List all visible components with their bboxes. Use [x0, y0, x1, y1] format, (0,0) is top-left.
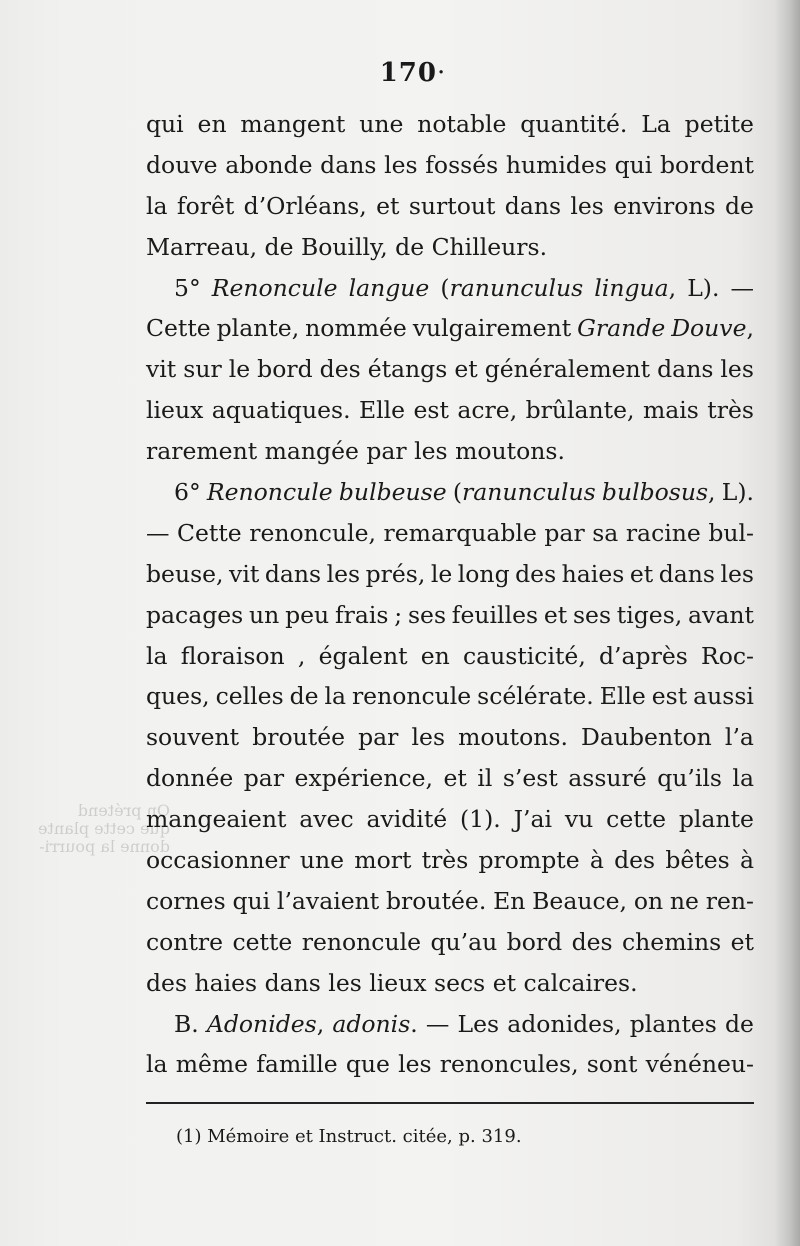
word: une — [299, 846, 345, 875]
word: haies — [561, 559, 625, 588]
word: assuré — [568, 764, 647, 793]
text-line — [146, 676, 754, 717]
word: petite — [684, 110, 754, 138]
word: (ranunculus — [452, 478, 596, 507]
word: des — [515, 559, 557, 588]
word: adonis. — [332, 1009, 418, 1038]
word: bord — [506, 927, 563, 956]
word: donnée — [146, 764, 234, 793]
word: l’avaient — [276, 886, 380, 915]
footnote: (1) Mémoire et Instruct. citée, p. 319. — [176, 1126, 522, 1147]
word: les — [411, 723, 445, 752]
word: bulbosus, — [601, 478, 716, 507]
word: lingua, — [594, 273, 677, 302]
word: B. — [174, 1009, 199, 1038]
word: Elle — [358, 396, 406, 425]
word: vu — [564, 805, 594, 834]
word: les — [720, 355, 754, 384]
word: renoncules, — [439, 1050, 579, 1079]
text-line — [146, 308, 754, 349]
word: — — [425, 1009, 450, 1038]
word: bordent — [659, 150, 754, 179]
word: est — [413, 396, 449, 425]
word: J’ai — [513, 805, 553, 834]
word: le — [228, 355, 251, 384]
word: vulgairement — [412, 314, 572, 343]
text-line — [146, 268, 754, 309]
word: — — [146, 518, 170, 547]
word: ; — [394, 600, 403, 629]
word: racine — [625, 518, 701, 547]
word: à — [739, 846, 754, 875]
word: très — [707, 396, 754, 425]
word: Les — [457, 1009, 500, 1038]
word: Grande — [577, 314, 666, 343]
text-line — [146, 717, 754, 758]
text-line — [146, 431, 754, 472]
word: 5° — [174, 273, 201, 302]
word: forêt — [176, 191, 235, 220]
text-run: rarement mangée par les moutons. — [146, 437, 565, 466]
word: langue — [348, 273, 430, 302]
word: d’Orléans, — [243, 191, 367, 220]
text-line — [146, 186, 754, 227]
word: des — [319, 355, 361, 384]
word: Adonides, — [206, 1009, 325, 1038]
word: de — [724, 191, 754, 220]
text-run: Marreau, de Bouilly, de Chilleurs. — [146, 232, 548, 261]
word: de — [289, 682, 319, 711]
word: famille — [256, 1050, 338, 1079]
text-line — [146, 349, 754, 390]
word: dans — [504, 191, 562, 220]
word: ses — [407, 600, 447, 629]
word: , — [297, 641, 306, 670]
text-line — [146, 799, 754, 840]
text-line — [146, 963, 754, 1004]
word: souvent — [146, 723, 240, 752]
word: bêtes — [665, 846, 730, 875]
word: dans — [657, 355, 714, 384]
word: bulbeuse — [338, 478, 447, 507]
word: prés, — [365, 559, 426, 588]
word: avidité — [366, 805, 448, 834]
word: un — [249, 600, 280, 629]
word: qu’au — [430, 927, 498, 956]
word: 6° — [174, 478, 201, 507]
word: cette — [606, 805, 667, 834]
word: et — [543, 600, 568, 629]
word: une — [359, 110, 404, 138]
word: Daubenton — [581, 723, 712, 752]
text-line — [146, 881, 754, 922]
word: ses — [572, 600, 612, 629]
word: Beauce, — [532, 886, 628, 915]
word: celles — [215, 682, 284, 711]
word: sa — [592, 518, 619, 547]
word: La — [641, 110, 671, 138]
word: même — [175, 1050, 249, 1079]
word: la — [324, 682, 346, 711]
word: les — [326, 559, 361, 588]
text-line — [146, 472, 754, 513]
word: floraison — [180, 641, 285, 670]
word: ques, — [146, 682, 210, 711]
word: plante, — [216, 314, 300, 343]
word: abonde — [225, 150, 313, 179]
word: bord — [257, 355, 313, 384]
word: qui — [232, 886, 271, 915]
word: Renoncule — [211, 273, 338, 302]
word: broutée — [252, 723, 346, 752]
word: bul- — [708, 518, 754, 547]
word: la — [146, 191, 168, 220]
word: feuilles — [451, 600, 539, 629]
word: long — [457, 559, 510, 588]
text-line — [146, 145, 754, 186]
word: chemins — [622, 927, 722, 956]
word: à — [589, 846, 604, 875]
word: (1). — [460, 805, 501, 834]
text-line — [146, 922, 754, 963]
word: mangent — [240, 110, 346, 138]
word: En — [493, 886, 526, 915]
word: aquatiques. — [211, 396, 351, 425]
word: cette — [232, 927, 293, 956]
word: s’est — [502, 764, 558, 793]
word: tiges, — [616, 600, 683, 629]
word: (ranunculus — [440, 273, 584, 302]
word: les — [384, 150, 418, 179]
word: dans — [320, 150, 377, 179]
word: frais — [334, 600, 389, 629]
word: en — [197, 110, 227, 138]
word: lieux — [146, 396, 204, 425]
word: et — [730, 927, 754, 956]
word: et — [454, 355, 478, 384]
word: plante — [678, 805, 754, 834]
text-line — [146, 636, 754, 677]
word: contre — [146, 927, 224, 956]
word: Elle — [599, 682, 646, 711]
word: des — [614, 846, 656, 875]
word: renoncule — [351, 682, 472, 711]
word: Cette — [177, 518, 242, 547]
word: il — [477, 764, 493, 793]
word: douve — [146, 150, 218, 179]
word: qui — [614, 150, 653, 179]
word: brûlante, — [525, 396, 635, 425]
word: moutons. — [458, 723, 568, 752]
word: l’a — [724, 723, 754, 752]
word: est — [651, 682, 688, 711]
word: vénéneu- — [645, 1050, 754, 1079]
word: les — [720, 559, 754, 588]
word: nommée — [305, 314, 407, 343]
text-line — [146, 513, 754, 554]
word: sur — [183, 355, 222, 384]
word: mort — [354, 846, 412, 875]
text-line — [146, 758, 754, 799]
word: et — [629, 559, 654, 588]
text-line — [146, 595, 754, 636]
word: dans — [264, 559, 322, 588]
text-run: des haies dans les lieux secs et calcaires. — [146, 968, 638, 997]
word: notable — [417, 110, 507, 138]
word: humides — [505, 150, 607, 179]
word: par — [243, 764, 285, 793]
word: vit — [229, 559, 260, 588]
word: Cette — [146, 314, 211, 343]
word: prompte — [478, 846, 580, 875]
word: avec — [299, 805, 354, 834]
word: — — [730, 273, 754, 302]
word: acre, — [457, 396, 518, 425]
text-line — [146, 390, 754, 431]
word: et — [376, 191, 400, 220]
word: L). — [687, 273, 720, 302]
word: de — [725, 1009, 754, 1038]
page-number: 170· — [379, 58, 447, 88]
word: peu — [285, 600, 330, 629]
word: plantes — [629, 1009, 717, 1038]
word: étangs — [367, 355, 448, 384]
word: vit — [146, 355, 177, 384]
word: L). — [721, 478, 754, 507]
text-line — [146, 554, 754, 595]
word: les — [570, 191, 604, 220]
word: qu’ils — [657, 764, 722, 793]
word: Roc- — [701, 641, 754, 670]
text-line — [146, 227, 754, 268]
word: quantité. — [520, 110, 628, 138]
word: la — [146, 641, 168, 670]
word: remarquable — [383, 518, 537, 547]
word: Renoncule — [206, 478, 333, 507]
word: mais — [642, 396, 699, 425]
word: très — [421, 846, 469, 875]
word: occasionner — [146, 846, 290, 875]
text-line — [146, 104, 754, 145]
word: que — [345, 1050, 390, 1079]
word: Douve, — [671, 314, 754, 343]
word: les — [398, 1050, 432, 1079]
word: causticité, — [462, 641, 586, 670]
word: des — [571, 927, 613, 956]
word: en — [420, 641, 450, 670]
word: adonides, — [507, 1009, 622, 1038]
word: on — [633, 886, 664, 915]
word: expérience, — [294, 764, 433, 793]
page-edge-shadow — [774, 0, 800, 1246]
word: fossés — [425, 150, 499, 179]
word: scélérate. — [477, 682, 594, 711]
body-text — [146, 104, 754, 1085]
word: environs — [613, 191, 716, 220]
bleed-through-left: On prétend que cette plante donne la pourri- — [38, 801, 171, 856]
word: renoncule, — [249, 518, 376, 547]
word: surtout — [408, 191, 496, 220]
word: égalent — [318, 641, 408, 670]
word: mangeaient — [146, 805, 287, 834]
word: par — [358, 723, 399, 752]
text-line — [146, 1044, 754, 1085]
word: la — [146, 1050, 168, 1079]
word: généralement — [484, 355, 651, 384]
word: broutée. — [386, 886, 487, 915]
word: ren- — [705, 886, 754, 915]
word: et — [443, 764, 467, 793]
word: d’après — [599, 641, 688, 670]
word: cornes — [146, 886, 226, 915]
footnote-rule — [146, 1102, 754, 1104]
text-line — [146, 840, 754, 881]
word: par — [544, 518, 585, 547]
word: ne — [669, 886, 699, 915]
word: la — [732, 764, 754, 793]
word: renoncule — [301, 927, 422, 956]
word: pacages — [146, 600, 244, 629]
word: aussi — [693, 682, 754, 711]
word: beuse, — [146, 559, 224, 588]
word: sont — [586, 1050, 638, 1079]
word: qui — [146, 110, 184, 138]
word: dans — [658, 559, 715, 588]
text-line — [146, 1004, 754, 1045]
word: le — [430, 559, 453, 588]
word: avant — [688, 600, 754, 629]
